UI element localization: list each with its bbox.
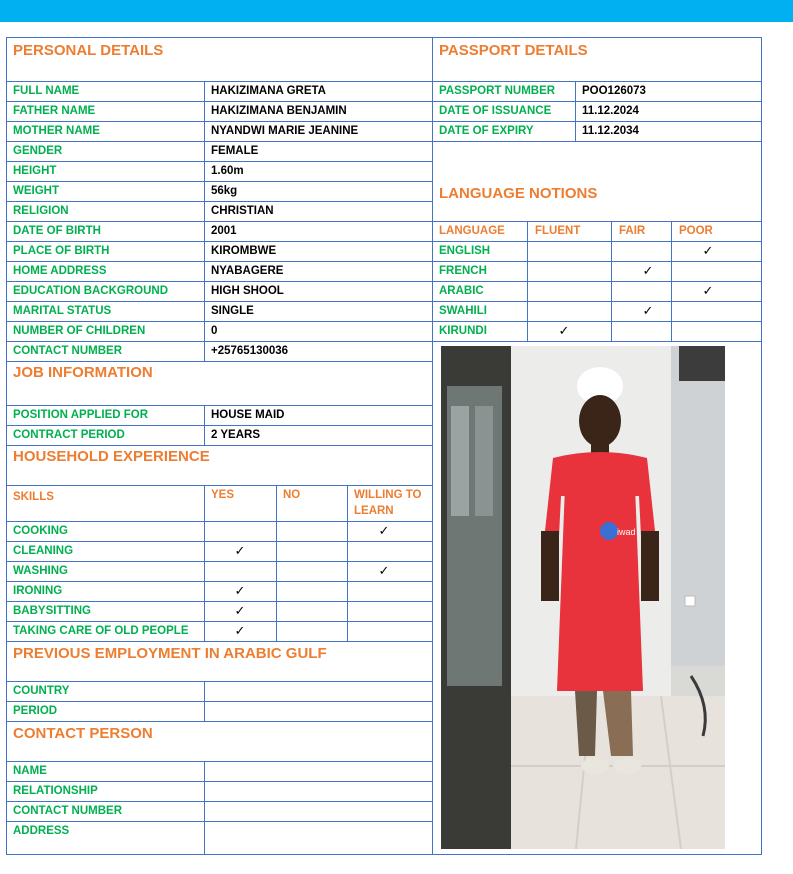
top-banner xyxy=(0,0,793,22)
personal-value: 56kg xyxy=(211,185,238,197)
skill-label: TAKING CARE OF OLD PEOPLE xyxy=(13,625,189,637)
personal-label: MOTHER NAME xyxy=(13,125,100,137)
grid-line xyxy=(204,681,205,721)
personal-value: NYABAGERE xyxy=(211,265,284,277)
no-header: NO xyxy=(283,489,301,501)
personal-label: DATE OF BIRTH xyxy=(13,225,101,237)
check-icon: ✓ xyxy=(378,563,390,578)
passport-value: 11.12.2024 xyxy=(582,105,639,117)
fair-header: FAIR xyxy=(619,225,646,237)
personal-label: HEIGHT xyxy=(13,165,57,177)
personal-label: NUMBER OF CHILDREN xyxy=(13,325,146,337)
language-header: LANGUAGE xyxy=(439,225,505,237)
grid-line xyxy=(671,221,672,341)
grid-line xyxy=(204,761,205,855)
skill-label: CLEANING xyxy=(13,545,74,557)
passport-label: DATE OF EXPIRY xyxy=(439,125,534,137)
personal-value: 0 xyxy=(211,325,218,337)
check-icon: ✓ xyxy=(378,523,390,538)
grid-line xyxy=(7,641,432,642)
skill-label: BABYSITTING xyxy=(13,605,91,617)
grid-line xyxy=(7,761,432,762)
grid-line xyxy=(204,81,205,361)
previous-label: COUNTRY xyxy=(13,685,70,697)
grid-line xyxy=(611,221,612,341)
personal-value: 1.60m xyxy=(211,165,244,177)
personal-value: +25765130036 xyxy=(211,345,289,357)
grid-line xyxy=(204,485,205,641)
grid-line xyxy=(7,485,432,486)
skill-label: COOKING xyxy=(13,525,68,537)
grid-line xyxy=(347,485,348,641)
yes-header: YES xyxy=(211,489,235,501)
passport-label: DATE OF ISSUANCE xyxy=(439,105,552,117)
personal-value: 2001 xyxy=(211,225,237,237)
contact-person-title: CONTACT PERSON xyxy=(13,725,153,742)
poor-header: POOR xyxy=(679,225,713,237)
check-icon: ✓ xyxy=(702,283,714,298)
contact-label: CONTACT NUMBER xyxy=(13,805,123,817)
candidate-photo-illustration xyxy=(441,346,725,849)
check-icon: ✓ xyxy=(234,583,246,598)
grid-line xyxy=(7,681,432,682)
check-icon: ✓ xyxy=(234,543,246,558)
personal-value: NYANDWI MARIE JEANINE xyxy=(211,125,359,137)
personal-label: PLACE OF BIRTH xyxy=(13,245,110,257)
grid-line xyxy=(433,221,761,222)
check-icon: ✓ xyxy=(234,603,246,618)
grid-line xyxy=(276,485,277,641)
personal-label: FATHER NAME xyxy=(13,105,96,117)
grid-line xyxy=(7,445,432,446)
personal-label: RELIGION xyxy=(13,205,69,217)
personal-value: HIGH SHOOL xyxy=(211,285,284,297)
language-label: ARABIC xyxy=(439,285,484,297)
previous-employment-title: PREVIOUS EMPLOYMENT IN ARABIC GULF xyxy=(13,645,327,662)
skills-header: SKILLS xyxy=(13,491,54,503)
passport-details-title: PASSPORT DETAILS xyxy=(439,42,588,59)
grid-line xyxy=(527,221,528,341)
apron-logo: iwad xyxy=(617,527,636,537)
check-icon: ✓ xyxy=(642,263,654,278)
grid-line xyxy=(7,821,432,822)
personal-details-title: PERSONAL DETAILS xyxy=(13,42,164,59)
grid-line xyxy=(7,701,432,702)
skill-label: WASHING xyxy=(13,565,68,577)
personal-value: SINGLE xyxy=(211,305,254,317)
check-icon: ✓ xyxy=(234,623,246,638)
language-label: SWAHILI xyxy=(439,305,487,317)
contact-label: ADDRESS xyxy=(13,825,70,837)
personal-value: KIROMBWE xyxy=(211,245,277,257)
check-icon: ✓ xyxy=(642,303,654,318)
grid-line xyxy=(7,521,432,522)
grid-line xyxy=(433,141,761,142)
grid-line xyxy=(204,405,205,445)
personal-label: HOME ADDRESS xyxy=(13,265,107,277)
personal-label: FULL NAME xyxy=(13,85,80,97)
household-experience-title: HOUSEHOLD EXPERIENCE xyxy=(13,448,210,465)
passport-value: POO126073 xyxy=(582,85,646,97)
language-label: ENGLISH xyxy=(439,245,491,257)
language-notions-title: LANGUAGE NOTIONS xyxy=(439,185,598,202)
previous-label: PERIOD xyxy=(13,705,58,717)
candidate-photo xyxy=(441,346,725,849)
contact-label: RELATIONSHIP xyxy=(13,785,98,797)
grid-line xyxy=(433,341,761,342)
personal-label: CONTACT NUMBER xyxy=(13,345,123,357)
personal-label: GENDER xyxy=(13,145,63,157)
grid-line xyxy=(575,81,576,141)
grid-line xyxy=(7,721,432,722)
passport-value: 11.12.2034 xyxy=(582,125,639,137)
personal-label: MARITAL STATUS xyxy=(13,305,112,317)
check-icon: ✓ xyxy=(702,243,714,258)
check-icon: ✓ xyxy=(558,323,570,338)
willing-header: WILLING TO LEARN xyxy=(354,489,422,517)
personal-value: CHRISTIAN xyxy=(211,205,274,217)
language-label: FRENCH xyxy=(439,265,487,277)
language-label: KIRUNDI xyxy=(439,325,487,337)
grid-line xyxy=(7,581,432,582)
skill-label: IRONING xyxy=(13,585,63,597)
job-value: HOUSE MAID xyxy=(211,409,285,421)
job-value: 2 YEARS xyxy=(211,429,261,441)
personal-value: FEMALE xyxy=(211,145,259,157)
contact-label: NAME xyxy=(13,765,47,777)
personal-value: HAKIZIMANA BENJAMIN xyxy=(211,105,347,117)
grid-line xyxy=(7,561,432,562)
column-divider xyxy=(432,37,433,855)
grid-line xyxy=(7,361,432,362)
fluent-header: FLUENT xyxy=(535,225,581,237)
passport-label: PASSPORT NUMBER xyxy=(439,85,556,97)
personal-value: HAKIZIMANA GRETA xyxy=(211,85,326,97)
job-label: POSITION APPLIED FOR xyxy=(13,409,149,421)
personal-label: EDUCATION BACKGROUND xyxy=(13,285,169,297)
job-label: CONTRACT PERIOD xyxy=(13,429,125,441)
personal-label: WEIGHT xyxy=(13,185,59,197)
job-information-title: JOB INFORMATION xyxy=(13,364,153,381)
